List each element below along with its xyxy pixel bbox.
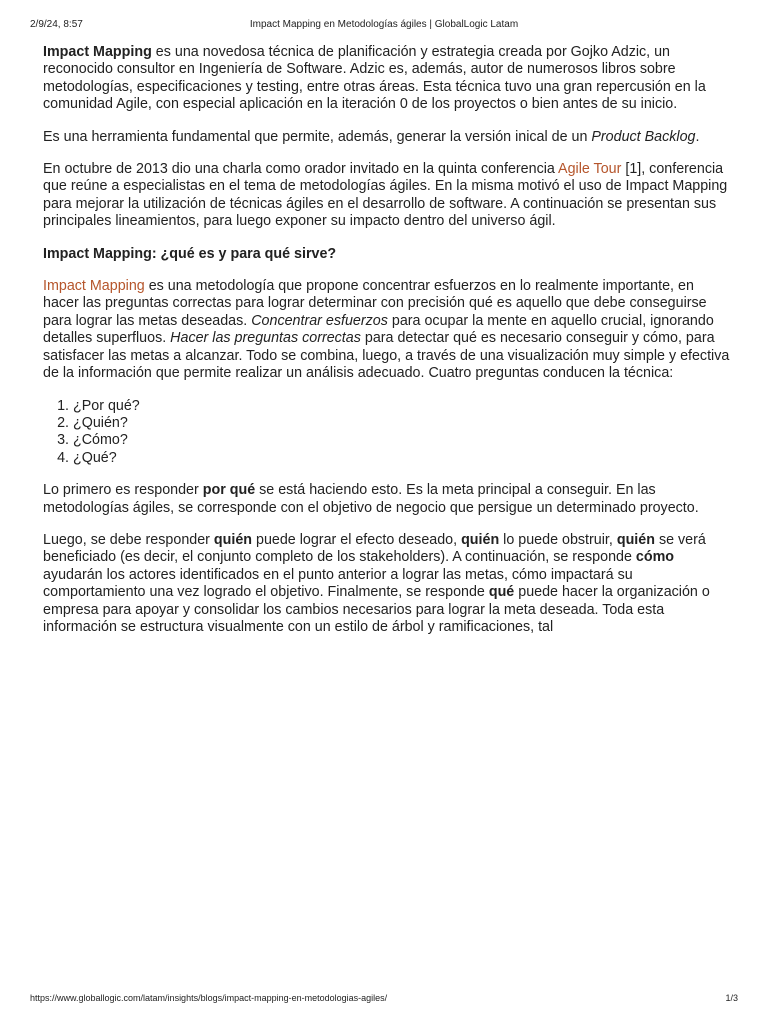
intro-text: es una novedosa técnica de planificación y estrategia creada por Gojko Adzic, un reconocido consultor en Ingeniería de Software. Adzic es, además, autor de numerosos libros sobre metodologías, especificaciones y testing, entre otras áreas. Esta técnica tuvo una gran repercusión en la comunidad Agile, con especial aplicación en la iteración 0 de los proyectos o bien antes de su inicio. (43, 44, 706, 113)
page-number: 1/3 (725, 993, 738, 1003)
definition-emphasis-b: Hacer las preguntas correctas (170, 330, 361, 347)
print-datetime: 2/9/24, 8:57 (30, 19, 83, 30)
backlog-text: Es una herramienta fundamental que permite, además, generar la versión inical de un (43, 128, 592, 145)
definition-text-b: para ocupar la mente en aquello crucial, ignorando detalles superfluos. (43, 312, 714, 347)
definition-emphasis-a: Concentrar esfuerzos (251, 312, 388, 329)
conference-text-a: En octubre de 2013 dio una charla como orador invitado en la quinta conferencia (43, 161, 559, 178)
who-text-4: se verá beneficiado (es decir, el conjunto completo de los stakeholders). A continuación, se responde (43, 531, 706, 566)
who-text-2: puede lograr el efecto deseado, (252, 531, 462, 548)
what-bold: qué (488, 584, 515, 601)
why-paragraph (43, 482, 731, 517)
conference-paragraph (43, 161, 731, 231)
print-page-title: Impact Mapping en Metodologías ágiles | GlobalLogic Latam (249, 19, 519, 30)
print-footer (30, 993, 738, 1007)
conference-text-b: [1], conferencia que reúne a especialistas en el tema de metodologías ágiles. En la misma motivó el uso de Impact Mapping para mejorar la utilización de técnicas ágiles en el desarrollo de software. A continuación se presentan sus principales lineamientos, para luego exponer su impacto dentro del universo ágil. (43, 161, 728, 230)
backlog-emphasis: Product Backlog (591, 128, 696, 145)
definition-paragraph (43, 278, 731, 382)
why-text-b: se está haciendo esto. Es la meta principal a conseguir. En las metodologías ágiles, se corresponde con el objetivo de negocio que persigue un determinado proyecto. (43, 482, 699, 516)
definition-text-a: es una metodología que propone concentrar esfuerzos en lo realmente importante, en hacer las preguntas correctas para lograr determinar con precisión qué es aquello que debe conseguirse para lograr las metas deseadas. (43, 278, 707, 329)
why-bold: por qué (202, 482, 256, 499)
section-heading: Impact Mapping: ¿qué es y para qué sirve? (43, 245, 337, 262)
who-bold-2: quién (461, 531, 500, 548)
definition-text-c: para detectar qué es necesario conseguir y cómo, para satisfacer las metas a alcanzar. Todo se combina, luego, a través de una visualización muy simple y efectiva de la información que permite realizar un análisis adecuado. Cuatro preguntas conducen la técnica: (43, 330, 730, 382)
impact-mapping-link[interactable]: Impact Mapping (43, 278, 145, 295)
who-bold-3: quién (616, 531, 655, 548)
how-text: ayudarán los actores identificados en el punto anterior a lograr las metas, cómo impactará su comportamiento una vez logrado el objetivo. Finalmente, se responde (43, 566, 633, 601)
who-text-1: Luego, se debe responder (43, 531, 214, 548)
backlog-end: . (695, 128, 700, 145)
intro-paragraph (43, 44, 731, 114)
list-item: 2. ¿Quién? (73, 415, 731, 432)
print-header (30, 19, 738, 33)
who-how-what-paragraph (43, 532, 731, 636)
list-item: 4. ¿Qué? (73, 450, 731, 467)
who-text-3: lo puede obstruir, (499, 531, 617, 548)
questions-list (43, 398, 731, 468)
how-bold: cómo (635, 549, 675, 566)
who-bold-1: quién (213, 531, 253, 548)
what-text: puede hacer la organización o empresa para apoyar y consolidar los cambios necesarios para lograr la meta deseada. Toda esta información se estructura visualmente con un estilo de árbol y ramificaciones, tal (43, 584, 710, 635)
list-item: 1. ¿Por qué? (73, 398, 731, 415)
print-url: https://www.globallogic.com/latam/insights/blogs/impact-mapping-en-metodologias-agiles/ (30, 993, 388, 1003)
intro-term: Impact Mapping (43, 44, 152, 60)
list-item: 3. ¿Cómo? (73, 432, 731, 449)
article-body (43, 44, 731, 651)
agile-tour-link[interactable]: Agile Tour (558, 161, 622, 178)
why-text-a: Lo primero es responder (43, 482, 203, 499)
backlog-paragraph (43, 129, 731, 146)
